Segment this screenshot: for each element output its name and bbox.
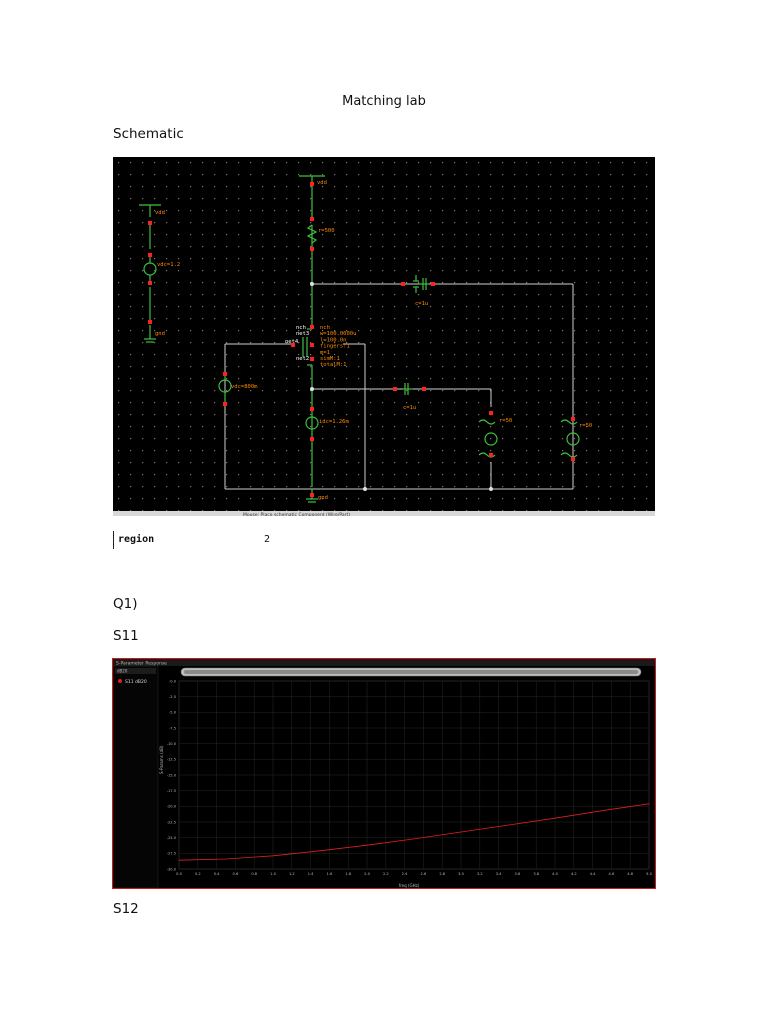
text-cursor [113,531,114,549]
s11-point [555,818,556,819]
nmos-param-6: totalM:1 [320,362,347,369]
vdd-right-label: vdd [317,180,327,186]
y-tick-label: -22.5 [166,820,176,825]
vdd-label: vdd [155,210,165,216]
cap-mid-label: c=1u [403,405,417,411]
x-tick-label: 2.8 [439,872,446,876]
y-tick-label: -0.0 [168,679,176,684]
nmos-param-5: simM:1 [320,356,340,362]
x-tick-label: 4.8 [627,872,634,876]
y-axis-label: S-Params (dB) [159,745,164,774]
x-tick-label: 3.4 [495,872,502,876]
resistor-value: r=500 [318,228,335,234]
s11-point [508,825,509,826]
y-tick-label: -5.0 [168,710,176,715]
x-tick-label: 0.8 [251,872,258,876]
schematic-heading: Schematic [113,126,184,142]
x-tick-label: 4.6 [608,872,615,876]
x-tick-label: 2.2 [382,872,389,876]
gnd-label-left: gnd [155,331,165,337]
x-tick-label: 0.2 [194,872,201,876]
plot-window-title: S-Parameter Response [116,661,167,667]
net2-label: net2 [296,356,310,362]
nmos-param-0: nch [320,325,330,331]
x-tick-label: 5.0 [646,872,652,876]
y-tick-label: -15.0 [166,773,176,778]
vbias-label: vdc=800m [231,384,258,390]
schematic-status: Mouse: Place schematic Component (Wire/Part) [243,513,351,516]
x-tick-label: 0.0 [176,872,182,876]
x-tick-label: 1.2 [288,872,295,876]
q1-heading: Q1) [113,596,138,612]
idc-label: idc=1.26m [319,419,349,425]
x-tick-label: 1.8 [345,872,352,876]
y-tick-label: -12.5 [166,757,176,762]
s12-heading: S12 [113,901,139,917]
nmos-param-1: w=100.0000u [320,331,357,338]
x-tick-label: 3.6 [514,872,521,876]
y-tick-label: -17.5 [166,789,176,794]
s11-point [179,860,180,861]
y-tick-label: -10.0 [166,742,176,747]
region-label: region [118,534,155,545]
schematic-image [113,157,655,516]
net3-label: net3 [296,331,310,337]
x-tick-label: 4.2 [570,872,577,876]
legend-panel [113,666,158,888]
y-tick-label: -20.0 [166,804,176,809]
region-value: 2 [264,534,271,545]
x-tick-label: 1.4 [307,872,314,876]
x-tick-label: 2.0 [364,872,370,876]
x-tick-label: 2.6 [420,872,427,876]
nmos-name: nch [296,325,306,331]
x-tick-label: 0.6 [232,872,239,876]
s11-point [414,839,415,840]
nmos-param-2: l=100.0n [320,337,347,344]
x-tick-label: 3.2 [476,872,483,876]
document-title: Matching lab [342,94,426,109]
vdc-supply-label: vdc=1.2 [157,262,181,268]
s11-point [649,803,650,804]
x-axis-label: freq (GHz) [398,883,420,888]
nmos-param-4: m=1 [320,349,330,356]
port2-label: r=50 [579,423,593,429]
s11-point [367,845,368,846]
y-tick-label: -30.0 [166,867,176,872]
gnd-bottom-label: gnd [318,495,328,501]
legend-tab: dB20 [117,668,128,674]
s11-point [273,855,274,856]
port1-label: r=50 [499,418,513,424]
region-row [113,531,273,549]
cap-top-label: c=1u [415,301,429,307]
x-tick-label: 1.6 [326,872,333,876]
s11-point [226,859,227,860]
s11-plot-window [113,659,655,888]
y-tick-label: -25.0 [166,836,176,841]
legend-entry: S11 dB20 [125,680,147,685]
s11-point [461,832,462,833]
x-tick-label: 0.4 [213,872,220,876]
x-tick-label: 3.0 [458,872,464,876]
s11-heading: S11 [113,628,139,644]
s11-point [602,810,603,811]
s11-point [320,850,321,851]
x-tick-label: 3.8 [533,872,540,876]
nmos-param-3: fingers:1 [320,343,350,350]
y-tick-label: -7.5 [168,726,176,731]
y-tick-label: -27.5 [166,851,176,856]
x-tick-label: 4.4 [589,872,596,876]
y-tick-label: -2.5 [168,695,176,700]
net4-label: net4 [285,339,299,345]
x-tick-label: 2.4 [401,872,408,876]
x-tick-label: 1.0 [270,872,276,876]
x-tick-label: 4.0 [552,872,558,876]
